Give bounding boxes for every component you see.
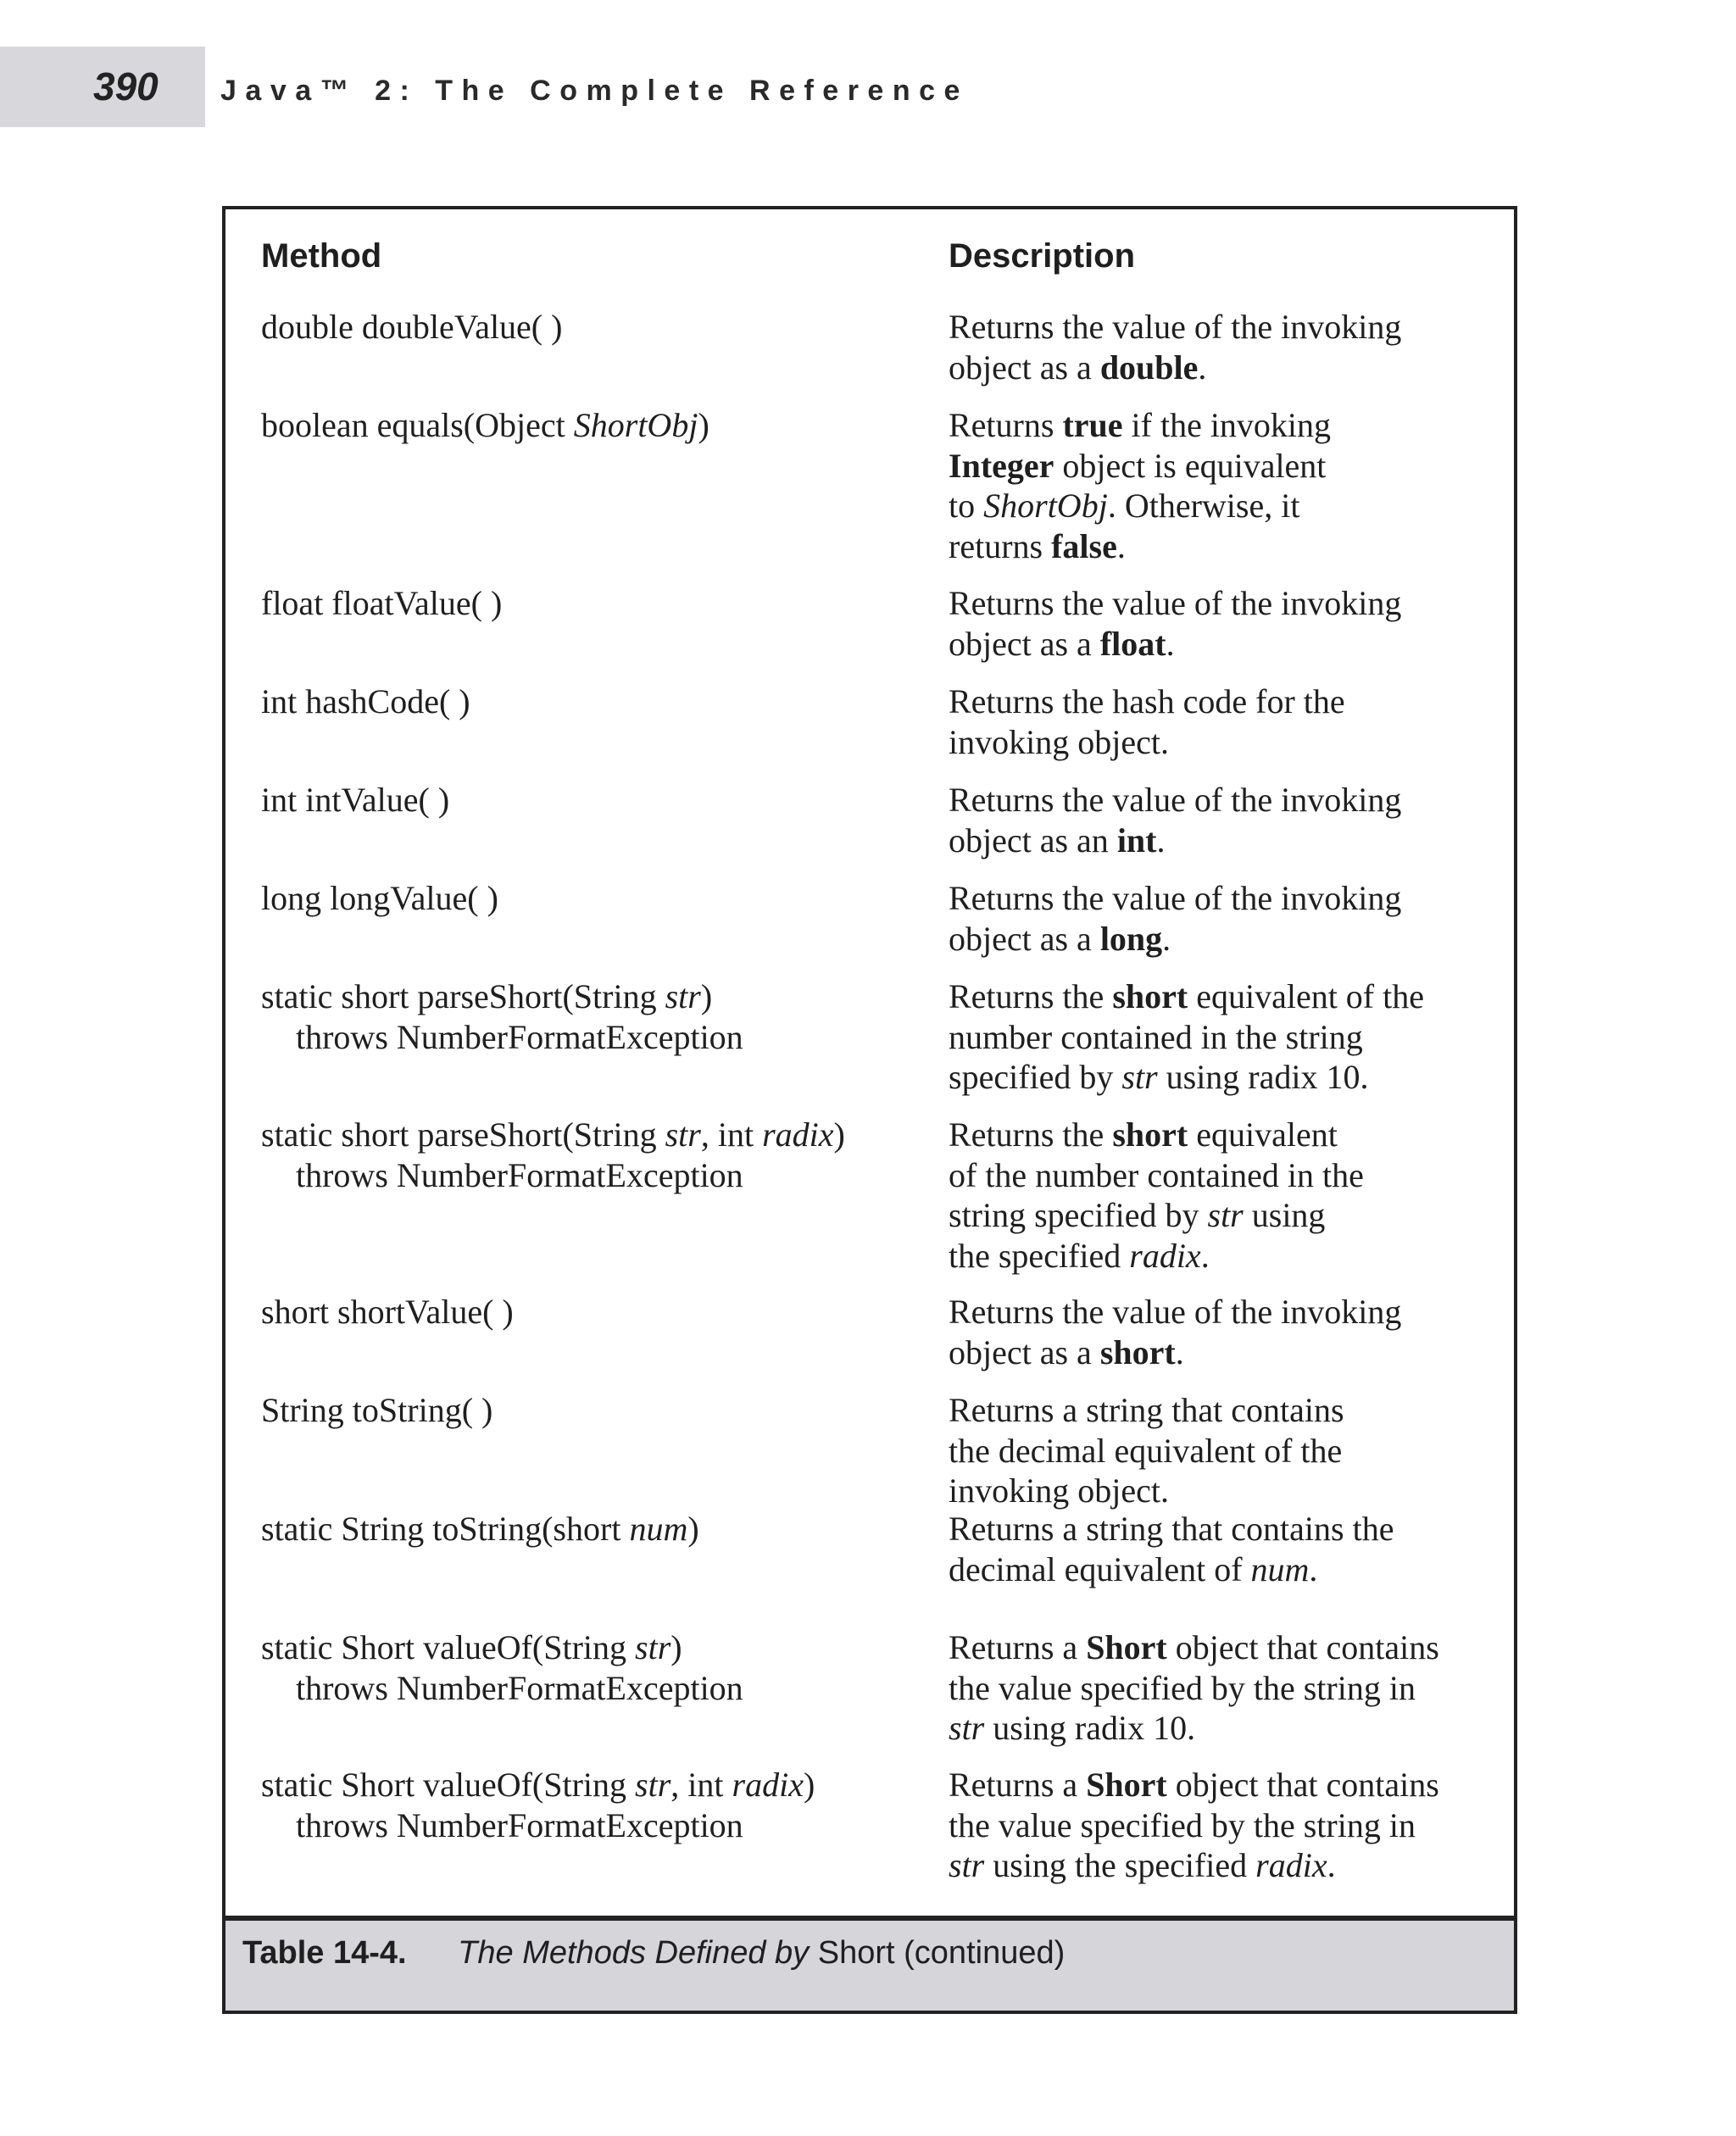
method-description xyxy=(949,681,1345,762)
description-column-header: Description xyxy=(949,237,1136,275)
italic-term: radix xyxy=(1129,1236,1201,1275)
cell-line: Returns a string that contains the xyxy=(949,1510,1394,1548)
cell-line: object as a short. xyxy=(949,1332,1184,1371)
method-signature xyxy=(261,583,502,624)
method-description xyxy=(949,1765,1439,1886)
cell-line: Returns the hash code for the xyxy=(949,682,1345,720)
cell-line: the specified radix. xyxy=(949,1236,1210,1275)
caption-class-name: Short xyxy=(817,1935,895,1971)
cell-line: Returns the value of the invoking xyxy=(949,781,1402,819)
method-description xyxy=(949,583,1401,664)
method-signature xyxy=(261,1115,845,1195)
cell-line: Returns true if the invoking xyxy=(949,406,1332,444)
method-description xyxy=(949,1115,1364,1276)
cell-line: throws NumberFormatException xyxy=(296,1805,743,1844)
caption-label: Table 14-4. xyxy=(242,1935,407,1971)
method-signature xyxy=(261,1627,743,1708)
italic-term: str xyxy=(1207,1196,1244,1234)
method-signature xyxy=(261,1509,699,1549)
cell-line: float floatValue( ) xyxy=(261,584,503,622)
method-description xyxy=(949,1509,1394,1589)
table-caption xyxy=(242,1935,1065,1972)
cell-line: invoking object. xyxy=(949,722,1169,761)
italic-term: radix xyxy=(762,1115,834,1154)
cell-line: to ShortObj. Otherwise, it xyxy=(949,487,1300,525)
italic-term: num xyxy=(1250,1549,1310,1588)
cell-line: returns false. xyxy=(949,526,1126,565)
method-signature xyxy=(261,1765,815,1845)
method-signature xyxy=(261,307,562,348)
cell-line: str using the specified radix. xyxy=(949,1846,1336,1884)
cell-line: object as an int. xyxy=(949,820,1166,859)
caption-italic-text: The Methods Defined by xyxy=(458,1935,810,1971)
bold-term: long xyxy=(1099,919,1163,958)
cell-line: the decimal equivalent of the xyxy=(949,1431,1343,1470)
cell-line: String toString( ) xyxy=(261,1391,493,1429)
cell-line: int intValue( ) xyxy=(261,781,450,819)
method-description xyxy=(949,405,1331,566)
cell-line: str using radix 10. xyxy=(949,1709,1196,1747)
method-signature xyxy=(261,976,743,1057)
method-column-header: Method xyxy=(261,237,382,275)
cell-line: the value specified by the string in xyxy=(949,1668,1416,1707)
cell-line: invoking object. xyxy=(949,1471,1169,1510)
method-description xyxy=(949,1390,1344,1511)
bold-term: int xyxy=(1116,820,1157,859)
italic-term: radix xyxy=(732,1766,804,1804)
italic-term: str xyxy=(949,1709,985,1747)
cell-line: boolean equals(Object ShortObj) xyxy=(261,406,709,444)
bold-term: Integer xyxy=(949,446,1054,485)
cell-line: Returns a string that contains xyxy=(949,1391,1344,1429)
method-signature xyxy=(261,1390,492,1431)
cell-line: throws NumberFormatException xyxy=(296,1017,743,1056)
cell-line: Returns the short equivalent xyxy=(949,1115,1338,1154)
italic-term: ShortObj xyxy=(983,487,1108,525)
cell-line: Returns a Short object that contains xyxy=(949,1628,1439,1666)
cell-line: double doubleValue( ) xyxy=(261,308,563,346)
bold-term: short xyxy=(1112,1115,1188,1154)
cell-line: Returns the short equivalent of the xyxy=(949,977,1424,1015)
cell-line: int hashCode( ) xyxy=(261,682,470,720)
cell-line: static Short valueOf(String str) xyxy=(261,1628,682,1666)
cell-line: static Short valueOf(String str, int radix) xyxy=(261,1766,815,1804)
bold-term: short xyxy=(1099,1332,1176,1371)
cell-line: Returns the value of the invoking xyxy=(949,1293,1402,1331)
cell-line: object as a double. xyxy=(949,348,1207,387)
cell-line: object as a float. xyxy=(949,624,1175,663)
method-description xyxy=(949,976,1424,1098)
cell-line: Returns the value of the invoking xyxy=(949,308,1402,346)
method-signature xyxy=(261,780,449,820)
cell-line: the value specified by the string in xyxy=(949,1805,1416,1844)
caption-suffix: (continued) xyxy=(904,1935,1066,1971)
cell-line: Returns a Short object that contains xyxy=(949,1766,1439,1804)
cell-line: Integer object is equivalent xyxy=(949,446,1327,485)
cell-line: Returns the value of the invoking xyxy=(949,584,1402,622)
cell-line: object as a long. xyxy=(949,919,1171,958)
cell-line: throws NumberFormatException xyxy=(296,1155,743,1194)
bold-term: true xyxy=(1062,406,1123,444)
page-number: 390 xyxy=(93,64,159,108)
method-signature xyxy=(261,1292,514,1332)
bold-term: short xyxy=(1112,977,1188,1015)
bold-term: Short xyxy=(1086,1628,1167,1666)
cell-line: static short parseShort(String str, int radix) xyxy=(261,1115,845,1154)
method-signature xyxy=(261,405,709,446)
method-description xyxy=(949,1292,1401,1372)
method-signature xyxy=(261,878,498,919)
italic-term: num xyxy=(629,1510,688,1548)
italic-term: str xyxy=(635,1628,671,1666)
italic-term: str xyxy=(949,1846,985,1884)
italic-term: radix xyxy=(1255,1846,1327,1884)
method-description xyxy=(949,307,1401,387)
running-head: Java™ 2: The Complete Reference xyxy=(220,75,969,107)
italic-term: str xyxy=(665,1115,701,1154)
cell-line: static short parseShort(String str) xyxy=(261,977,713,1015)
cell-line: Returns the value of the invoking xyxy=(949,879,1402,917)
bold-term: false xyxy=(1051,526,1117,565)
cell-line: of the number contained in the xyxy=(949,1155,1364,1194)
italic-term: str xyxy=(665,977,701,1015)
italic-term: ShortObj xyxy=(573,406,698,444)
bold-term: double xyxy=(1099,348,1199,387)
bold-term: float xyxy=(1099,624,1166,663)
cell-line: string specified by str using xyxy=(949,1196,1326,1234)
italic-term: str xyxy=(635,1766,671,1804)
italic-term: str xyxy=(1121,1058,1158,1096)
cell-line: number contained in the string xyxy=(949,1017,1363,1056)
cell-line: throws NumberFormatException xyxy=(296,1668,743,1707)
cell-line: specified by str using radix 10. xyxy=(949,1058,1369,1096)
cell-line: short shortValue( ) xyxy=(261,1293,514,1331)
cell-line: decimal equivalent of num. xyxy=(949,1549,1318,1588)
bold-term: Short xyxy=(1086,1766,1167,1804)
method-description xyxy=(949,878,1401,959)
cell-line: static String toString(short num) xyxy=(261,1510,699,1548)
method-signature xyxy=(261,681,470,722)
cell-line: long longValue( ) xyxy=(261,879,498,917)
method-description xyxy=(949,1627,1439,1749)
method-description xyxy=(949,780,1401,860)
